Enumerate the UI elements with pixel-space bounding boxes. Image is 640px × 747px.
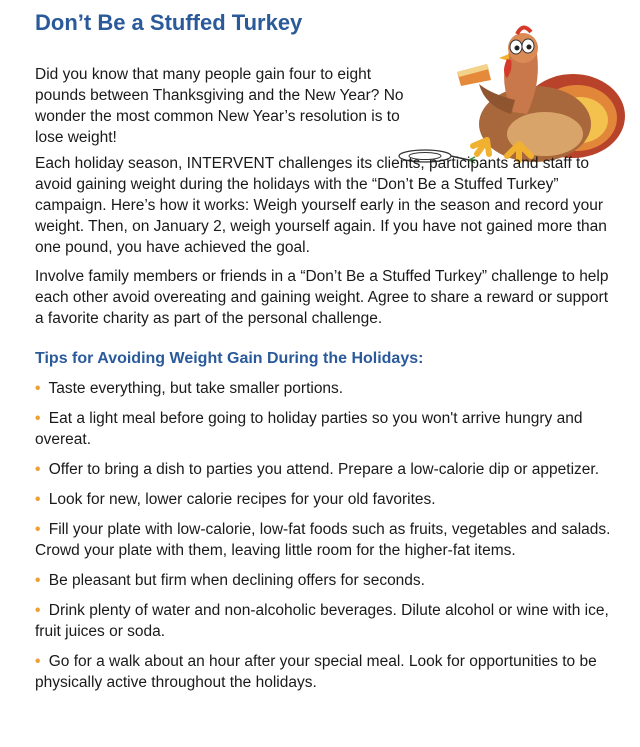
tips-heading: Tips for Avoiding Weight Gain During the Holidays: [35, 350, 424, 367]
list-item [35, 600, 615, 642]
tip-text: Offer to bring a dish to parties you attend. Prepare a low-calorie dip or appetizer. [48, 461, 600, 478]
list-item [35, 651, 615, 693]
bullet-icon: • [35, 410, 41, 427]
turkey-with-pie-icon [395, 14, 627, 164]
bullet-icon: • [35, 521, 41, 538]
list-item [35, 519, 615, 561]
bullet-icon: • [35, 380, 41, 397]
tip-text: Look for new, lower calorie recipes for your old favorites. [48, 491, 436, 508]
tips-list [35, 378, 615, 702]
bullet-icon: • [35, 653, 41, 670]
campaign-paragraph: Each holiday season, INTERVENT challenges its clients, participants and staff to avoid gaining weight during the holidays with the “Don’t Be a Stuffed Turkey” campaign. Here’s how it works: Weigh yourself early in the season and record your weight. Then, on January 2, weigh yourself again. If you have not gained more than one pound, you have achieved the goal. [35, 155, 607, 256]
involve-paragraph: Involve family members or friends in a “Don’t Be a Stuffed Turkey” challenge to help each other avoid overeating and gaining weight. Agree to share a reward or support a favorite charity as part of the personal challenge. [35, 268, 609, 327]
tip-text: Be pleasant but firm when declining offers for seconds. [48, 572, 425, 589]
tip-text: Drink plenty of water and non-alcoholic beverages. Dilute alcohol or wine with ice, fruit juices or soda. [35, 602, 609, 640]
bullet-icon: • [35, 572, 41, 589]
list-item [35, 378, 615, 399]
page-title: Don’t Be a Stuffed Turkey [35, 10, 303, 35]
list-item [35, 489, 615, 510]
list-item [35, 570, 615, 591]
bullet-icon: • [35, 461, 41, 478]
intro-paragraph: Did you know that many people gain four to eight pounds between Thanksgiving and the New Year? No wonder the most common New Year’s resolution is to lose weight! [35, 66, 404, 146]
list-item [35, 459, 615, 480]
bullet-icon: • [35, 491, 41, 508]
tip-text: Fill your plate with low-calorie, low-fat foods such as fruits, vegetables and salads. Crowd your plate with them, leaving little room for the higher-fat items. [35, 521, 611, 559]
tip-text: Taste everything, but take smaller portions. [48, 380, 344, 397]
tip-text: Go for a walk about an hour after your special meal. Look for opportunities to be physically active throughout the holidays. [35, 653, 597, 691]
bullet-icon: • [35, 602, 41, 619]
tip-text: Eat a light meal before going to holiday parties so you won't arrive hungry and overeat. [35, 410, 583, 448]
list-item [35, 408, 615, 450]
